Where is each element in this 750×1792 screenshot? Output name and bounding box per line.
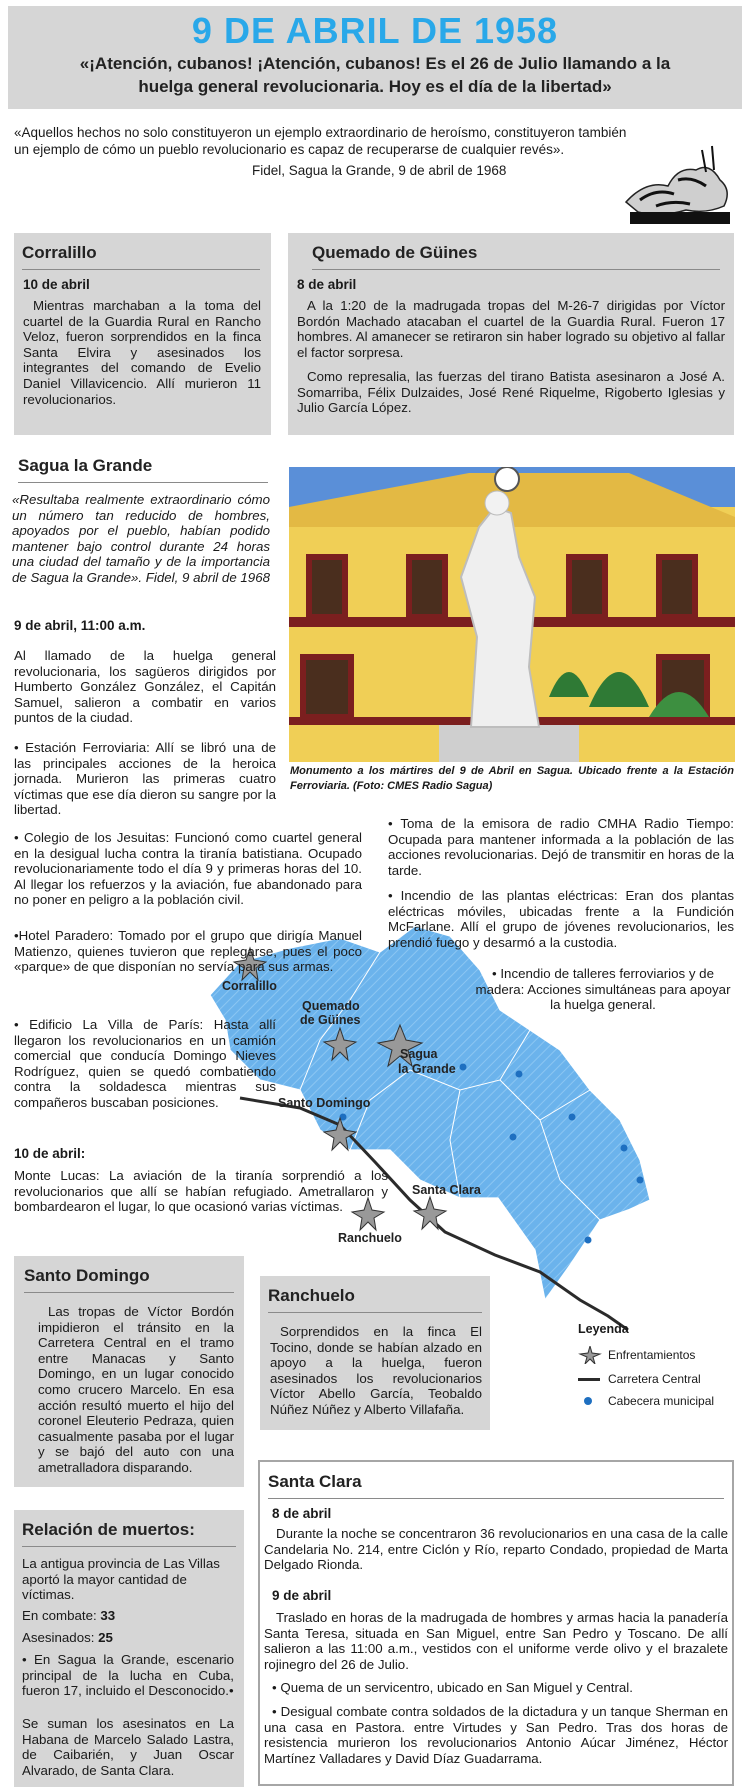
sagua-monte: Monte Lucas: La aviación de la tiranía sorprendió a los revolucionarios que allí se habían refugiado. Ametrallaron y bombardearon el lugar, lo que ocasionó varias víctimas.	[14, 1168, 388, 1215]
corralillo-box	[14, 233, 271, 435]
corralillo-title: Corralillo	[22, 243, 260, 270]
santa-clara-box	[258, 1460, 734, 1786]
santa-clara-date-1: 8 de abril	[272, 1506, 332, 1521]
map-label-santo-domingo: Santo Domingo	[278, 1096, 371, 1110]
santo-domingo-text: Las tropas de Víctor Bordón impidieron el tránsito en la Carretera Central en el tramo entre Manacas y Santo Domingo, en un lugar conocido como crucero Marcelo. En esa acción resultó muerto el hijo del coronel Eleuterio Pedraza, quien casualmente pasaba por el lugar y se bajó del auto con una ametralladora disparando.	[38, 1304, 234, 1475]
muertos-title: Relación de muertos:	[22, 1520, 236, 1547]
muertos-intro: La antigua provincia de Las Villas aportó la mayor cantidad de víctimas.	[22, 1556, 220, 1603]
header-banner	[8, 6, 742, 109]
map-label-sagua-1: Sagua	[400, 1047, 438, 1061]
sagua-quote: «Resultaba realmente extraordinario cómo un número tan reducido de hombres, apoyados por el pueblo, habían podido mantener bajo control durante 24 horas una ciudad del tamaño y de la importancia de Sagua la Grande». Fidel, 9 abril de 1968	[12, 492, 270, 585]
muertos-combate-value: 33	[100, 1608, 116, 1623]
santo-domingo-title: Santo Domingo	[24, 1266, 234, 1293]
map-label-sagua-2: la Grande	[398, 1062, 456, 1076]
corralillo-text: Mientras marchaban a la toma del cuartel de la Guardia Rural en Rancho Veloz, fueron sorprendidos en la finca Santa Elvira y asesinados los integrantes del comando de Evelio Daniel Villavicencio. Allí murieron 11 revolucionarios.	[23, 298, 261, 407]
quemado-box	[288, 233, 734, 435]
santa-clara-p4: • Desigual combate contra soldados de la dictadura y un tanque Sherman en una casa en Pastora. entre Virtudes y San Pedro. Tras dos horas de resistencia murieron los revolucionarios Antonio Aúcar Jiménez, Héctor Martínez Valladares y David Díaz Guadarrama.	[264, 1704, 728, 1766]
sagua-estacion: • Estación Ferroviaria: Allí se libró una de las principales acciones de la heroica jornada. Murieron las primeras cuatro víctimas que ese día dieron su sangre por la libertad.	[14, 740, 276, 818]
sagua-incendio-plantas: • Incendio de las plantas eléctricas: Eran dos plantas eléctricas móviles, ubicadas frente a la Fundición McFarlane. Allí el grupo de jóvenes revolucionarios, les prendió fuego y desarmó a la custodia.	[388, 888, 734, 950]
sagua-intro: Al llamado de la huelga general revolucionaria, los sagüeros dirigidos por Humberto González González, el Capitán Samuel, salieron a combatir en varios puntos de la ciudad.	[14, 648, 276, 726]
quote-line-2: un ejemplo de cómo un pueblo revolucionario es capaz de recuperarse de cualquier revés».	[14, 142, 565, 157]
ranchuelo-text: Sorprendidos en la finca El Tocino, donde se habían alzado en apoyo a la huelga, fueron asesinados los revolucionarios Víctor Abello García, Teobaldo Núñez Núñez y Alberto Villafaña.	[270, 1324, 482, 1417]
legend-title: Leyenda	[578, 1322, 629, 1336]
header-subtitle-2: huelga general revolucionaria. Hoy es el día de la libertad»	[138, 77, 612, 96]
fidel-quote	[14, 124, 684, 179]
muertos-asesinados-value: 25	[98, 1630, 113, 1645]
legend-cabecera-label: Cabecera municipal	[608, 1394, 715, 1408]
enfrentamiento-star-icon	[578, 1346, 602, 1364]
map-label-quemado-1: Quemado	[302, 999, 360, 1013]
muertos-asesinados-label: Asesinados:	[22, 1630, 95, 1645]
sagua-date-2: 10 de abril:	[14, 1146, 86, 1161]
sagua-edificio: • Edificio La Villa de París: Hasta allí llegaron los revolucionarios en un camión comercial que conducía Domingo Nieves Rodríguez, quien se quedó combatiendo contra la soldadesca mientras sus compañeros buscaban posiciones.	[14, 1017, 276, 1110]
sagua-incendio-talleres: • Incendio de talleres ferroviarios y de madera: Acciones simultáneas para apoyar la huelga general.	[475, 966, 731, 1013]
page-title: 9 DE ABRIL DE 1958	[191, 10, 559, 51]
quote-attribution: Fidel, Sagua la Grande, 9 de abril de 1968	[252, 163, 507, 178]
legend-carretera	[578, 1372, 746, 1386]
muertos-combate-label: En combate:	[22, 1608, 97, 1623]
quemado-title: Quemado de Güines	[312, 243, 720, 270]
map-label-quemado-2: de Güines	[300, 1013, 361, 1027]
quemado-p2: Como represalia, las fuerzas del tirano Batista asesinaron a José A. Somarriba, Félix Dulzaides, José René Riquelme, Rigoberto Iglesias y Julio García López.	[297, 369, 725, 416]
header-subtitle-1: «¡Atención, cubanos! ¡Atención, cubanos! Es el 26 de Julio llamando a la	[79, 54, 671, 73]
quote-line-1: «Aquellos hechos no solo constituyeron un ejemplo extraordinario de heroísmo, constituyeron también	[14, 125, 627, 140]
sagua-title: Sagua la Grande	[18, 456, 268, 483]
sculpture-image	[616, 140, 736, 226]
legend-enfrentamientos	[578, 1346, 746, 1364]
legend-cabecera	[578, 1394, 746, 1408]
muertos-combate	[22, 1608, 234, 1624]
sagua-colegio: • Colegio de los Jesuitas: Funcionó como cuartel general en la desigual lucha contra la tiranía batistiana. Ocupado revolucionariamente todo el día 9 y primeras horas del 10. Al llegar los refuerzos y la aviación, fue abandonado para no poner en peligro a la población civil.	[14, 830, 362, 908]
santa-clara-p1: Durante la noche se concentraron 36 revolucionarios en una casa de la calle Candelaria No. 214, entre Ciclón y Río, reparto Condado, propiedad de Marta Delgado Rionda.	[264, 1526, 728, 1573]
santa-clara-p2: Traslado en horas de la madrugada de hombres y armas hacia la panadería Santa Teresa, situada en San Miguel, entre San Pedro y Toscano. De allí salieron a las 11:00 a.m., vestidos con el uniforme verde olivo y el brazalete rojinegro del 26 de Julio.	[264, 1610, 728, 1672]
quemado-p1: A la 1:20 de la madrugada tropas del M-26-7 dirigidas por Víctor Bordón Machado atacaban el cuartel de la Guardia Rural. Fueron 17 hombres. Al amanecer se retiraron sin haber logrado su objetivo al fallar el factor sorpresa.	[297, 298, 725, 360]
sagua-date: 9 de abril, 11:00 a.m.	[14, 618, 146, 633]
muertos-sagua: • En Sagua la Grande, escenario principal de la lucha en Cuba, fueron 17, incluido el Desconocido.•	[22, 1652, 234, 1699]
map-label-ranchuelo: Ranchuelo	[338, 1231, 402, 1245]
santo-domingo-box	[14, 1256, 244, 1487]
road-line-icon	[578, 1378, 600, 1381]
map-label-santa-clara: Santa Clara	[412, 1183, 481, 1197]
photo-caption: Monumento a los mártires del 9 de Abril en Sagua. Ubicado frente a la Estación Ferroviaria. (Foto: CMES Radio Sagua)	[290, 765, 734, 792]
legend-carretera-label: Carretera Central	[608, 1372, 701, 1386]
municipal-dot-icon	[584, 1397, 592, 1405]
map-legend	[578, 1322, 746, 1408]
santa-clara-date-2: 9 de abril	[272, 1588, 332, 1603]
corralillo-date: 10 de abril	[23, 277, 90, 292]
santa-clara-title: Santa Clara	[268, 1472, 724, 1499]
muertos-asesinados	[22, 1630, 234, 1646]
santa-clara-p3: • Quema de un servicentro, ubicado en San Miguel y Central.	[272, 1680, 633, 1695]
quemado-date: 8 de abril	[297, 277, 357, 292]
sagua-hotel: •Hotel Paradero: Tomado por el grupo que dirigía Manuel Matienzo, quienes tuvieron que replegarse, pues el poco «parque» de que disponían no servía para sus armas.	[14, 928, 362, 975]
monument-photo	[289, 467, 735, 762]
ranchuelo-box	[260, 1276, 490, 1430]
sagua-toma: • Toma de la emisora de radio CMHA Radio Tiempo: Ocupada para mantener informada a la población de las acciones revolucionarias. Dejó de transmitir en horas de la tarde.	[388, 816, 734, 878]
ranchuelo-title: Ranchuelo	[268, 1286, 482, 1313]
muertos-suman: Se suman los asesinatos en La Habana de Marcelo Salado Lastra, de Caibarién, y Juan Oscar Alvarado, de Santa Clara.	[22, 1716, 234, 1778]
legend-enfrentamientos-label: Enfrentamientos	[608, 1348, 696, 1362]
muertos-box	[14, 1510, 244, 1787]
map-label-corralillo: Corralillo	[222, 979, 277, 993]
